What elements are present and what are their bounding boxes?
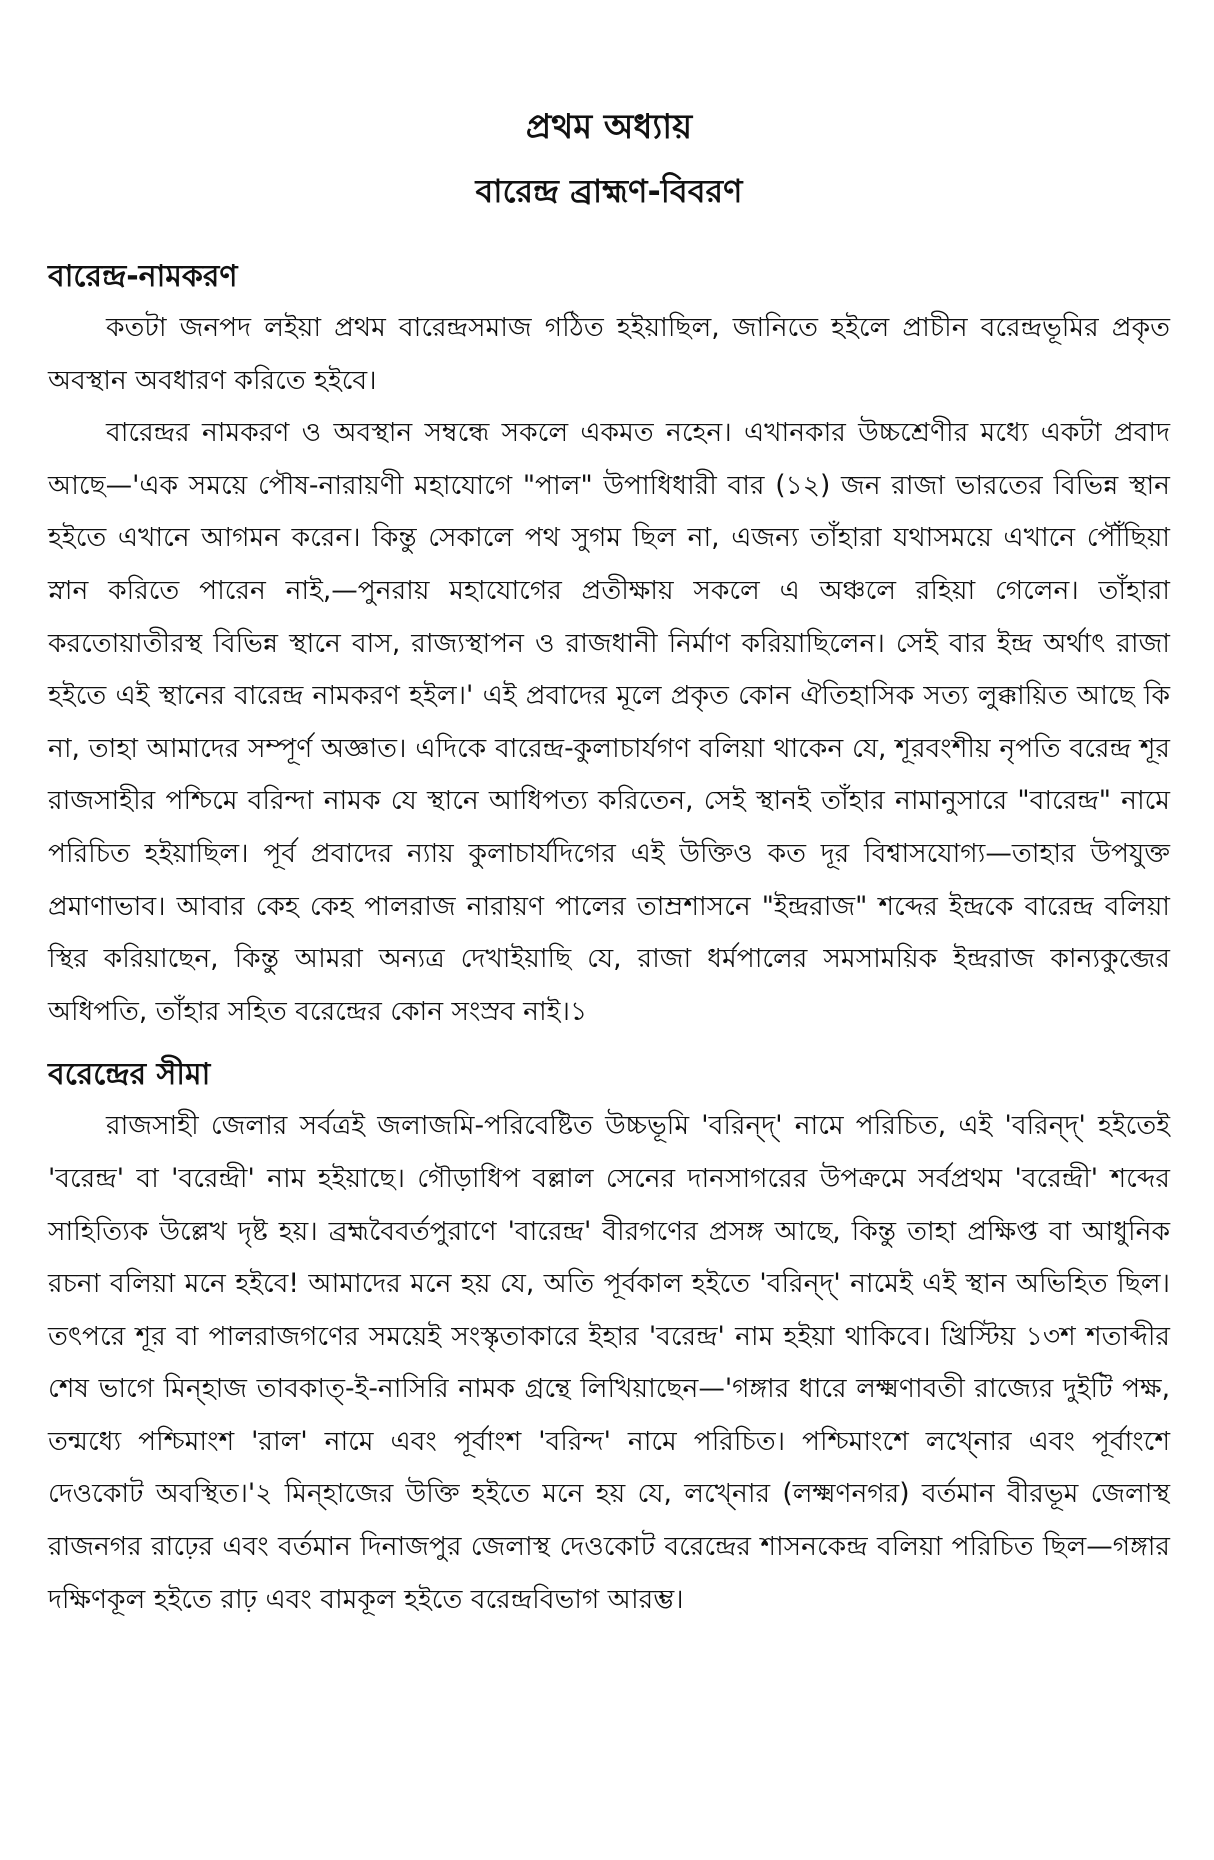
section-boundary xyxy=(48,1050,1170,1626)
book-page xyxy=(48,70,1170,1626)
section-naming xyxy=(48,252,1170,1038)
chapter-subtitle: বারেন্দ্র ব্রাহ্মণ-বিবরণ xyxy=(475,172,743,210)
section-heading: বরেন্দ্রের সীমা xyxy=(48,1057,211,1093)
chapter-title: প্রথম অধ্যায় xyxy=(525,107,693,147)
section-heading: বারেন্দ্র-নামকরণ xyxy=(48,259,238,294)
section-gap xyxy=(48,1038,1170,1050)
paragraph: কতটা জনপদ লইয়া প্রথম বারেন্দ্রসমাজ গঠিত হইয়াছিল, জানিতে হইলে প্রাচীন বরেন্দ্রভূমির প্রকৃত অবস্থান অবধারণ করিতে হইবে। xyxy=(48,312,1170,396)
paragraph: রাজসাহী জেলার সর্বত্রই জলাজমি-পরিবেষ্টিত উচ্চভূমি 'বরিন্দ্' নামে পরিচিত, এই 'বরিন্দ্' হইতেই 'বরেন্দ্র' বা 'বরেন্দ্রী' নাম হইয়াছে। গৌড়াধিপ বল্লাল সেনের দানসাগরের উপক্রমে সর্বপ্রথম 'বরেন্দ্রী' শব্দের সাহিত্যিক উল্লেখ দৃষ্ট হয়। ব্রহ্মবৈবর্তপুরাণে 'বারেন্দ্র' বীরগণের প্রসঙ্গ আছে, কিন্তু তাহা প্রক্ষিপ্ত বা আধুনিক রচনা বলিয়া মনে হইবে! আমাদের মনে হয় যে, অতি পূর্বকাল হইতে 'বরিন্দ্' নামেই এই স্থান অভিহিত ছিল। তৎপরে শূর বা পালরাজগণের সময়েই সংস্কৃতাকারে ইহার 'বরেন্দ্র' নাম হইয়া থাকিবে। খ্রিস্টিয় ১৩শ শতাব্দীর শেষ ভাগে মিন্হাজ তাবকাত্-ই-নাসিরি নামক গ্রন্থে লিখিয়াছেন—'গঙ্গার ধারে লক্ষ্মণাবতী রাজ্যের দুইটি পক্ষ, তন্মধ্যে পশ্চিমাংশ 'রাল' নামে এবং পূর্বাংশ 'বরিন্দ' নামে পরিচিত। পশ্চিমাংশে লখ্নোর এবং পূর্বাংশে দেওকোট অবস্থিত।'২ মিন্হাজের উক্তি হইতে মনে হয় যে, লখ্নোর (লক্ষ্মণনগর) বর্তমান বীরভূম জেলাস্থ রাজনগর রাঢ়ের এবং বর্তমান দিনাজপুর জেলাস্থ দেওকোট বরেন্দ্রের শাসনকেন্দ্র বলিয়া পরিচিত ছিল—গঙ্গার দক্ষিণকূল হইতে রাঢ় এবং বামকূল হইতে বরেন্দ্রবিভাগ আরম্ভ। xyxy=(48,1110,1170,1615)
paragraph: বারেন্দ্রর নামকরণ ও অবস্থান সম্বন্ধে সকলে একমত নহেন। এখানকার উচ্চশ্রেণীর মধ্যে একটা প্রবাদ আছে—'এক সময়ে পৌষ-নারায়ণী মহাযোগে "পাল" উপাধিধারী বার (১২) জন রাজা ভারতের বিভিন্ন স্থান হইতে এখানে আগমন করেন। কিন্তু সেকালে পথ সুগম ছিল না, এজন্য তাঁহারা যথাসময়ে এখানে পৌঁছিয়া স্নান করিতে পারেন নাই,—পুনরায় মহাযোগের প্রতীক্ষায় সকলে এ অঞ্চলে রহিয়া গেলেন। তাঁহারা করতোয়াতীরস্থ বিভিন্ন স্থানে বাস, রাজ্যস্থাপন ও রাজধানী নির্মাণ করিয়াছিলেন। সেই বার ইন্দ্র অর্থাৎ রাজা হইতে এই স্থানের বারেন্দ্র নামকরণ হইল।' এই প্রবাদের মূলে প্রকৃত কোন ঐতিহাসিক সত্য লুক্কায়িত আছে কি না, তাহা আমাদের সম্পূর্ণ অজ্ঞাত। এদিকে বারেন্দ্র-কুলাচার্যগণ বলিয়া থাকেন যে, শূরবংশীয় নৃপতি বরেন্দ্র শূর রাজসাহীর পশ্চিমে বরিন্দা নামক যে স্থানে আধিপত্য করিতেন, সেই স্থানই তাঁহার নামানুসারে "বারেন্দ্র" নামে পরিচিত হইয়াছিল। পূর্ব প্রবাদের ন্যায় কুলাচার্যদিগের এই উক্তিও কত দূর বিশ্বাসযোগ্য—তাহার উপযুক্ত প্রমাণাভাব। আবার কেহ কেহ পালরাজ নারায়ণ পালের তাম্রশাসনে "ইন্দ্ররাজ" শব্দের ইন্দ্রকে বারেন্দ্র বলিয়া স্থির করিয়াছেন, কিন্তু আমরা অন্যত্র দেখাইয়াছি যে, রাজা ধর্মপালের সমসাময়িক ইন্দ্ররাজ কান্যকুব্জের অধিপতি, তাঁহার সহিত বরেন্দ্রের কোন সংস্রব নাই।১ xyxy=(48,417,1171,1027)
